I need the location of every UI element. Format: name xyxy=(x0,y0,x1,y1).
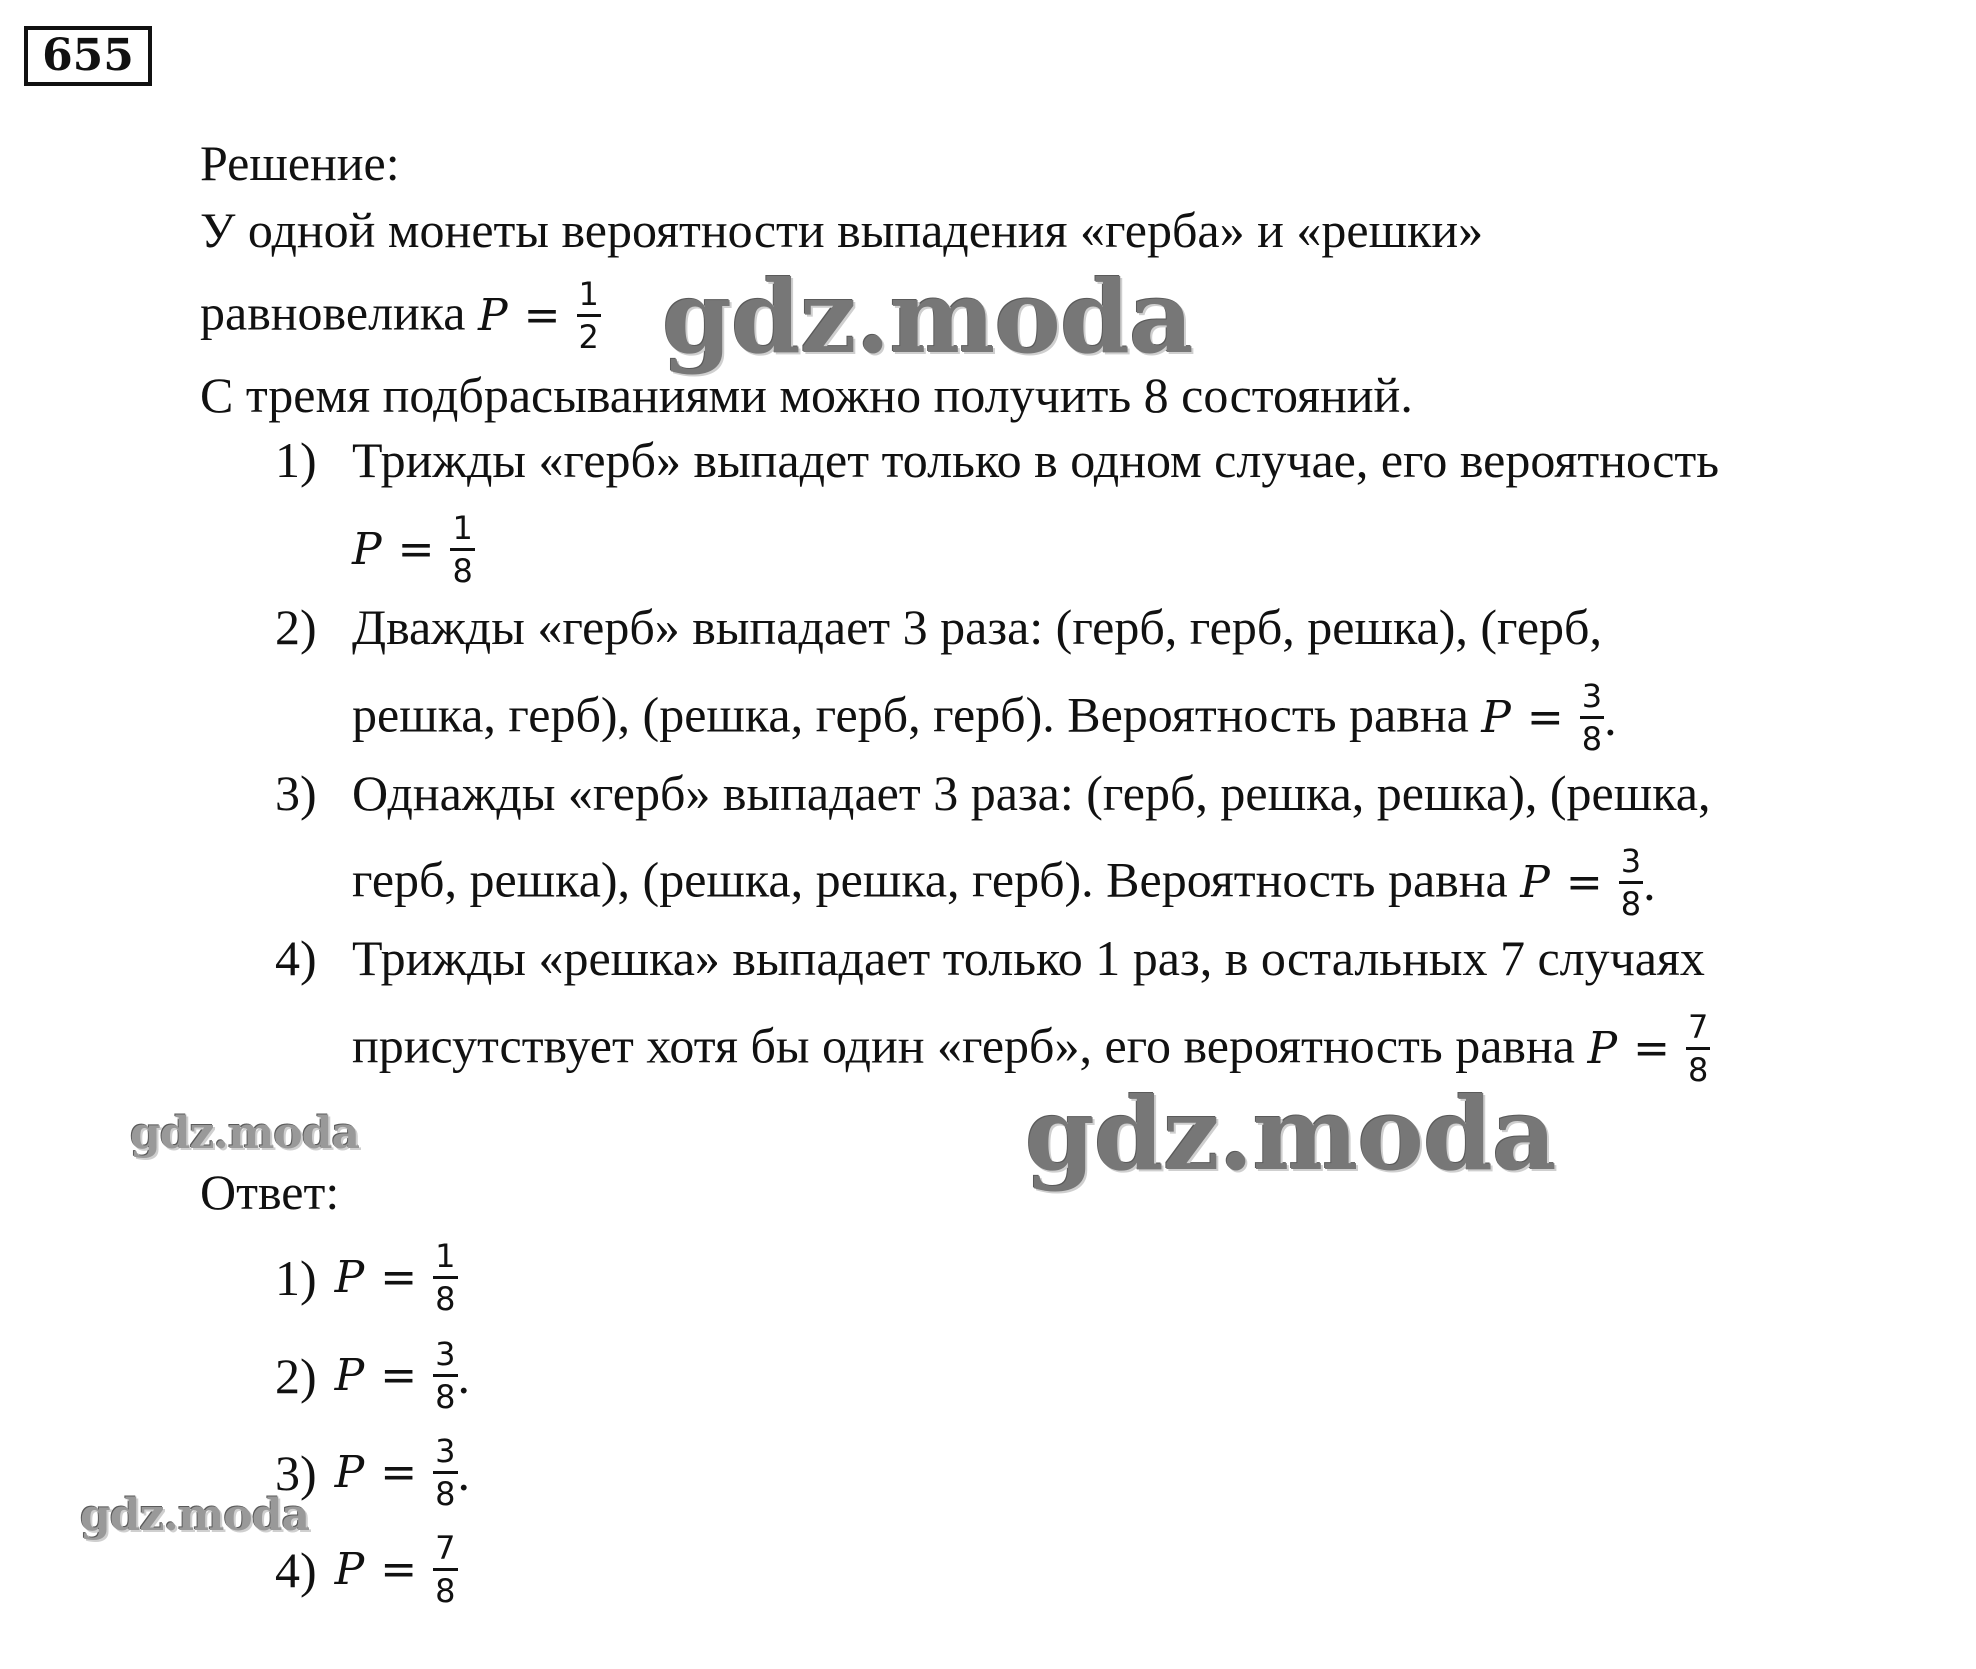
fraction-numerator: 7 xyxy=(1686,1009,1710,1050)
equals-sign: = xyxy=(380,1543,418,1595)
answer-formula xyxy=(275,1336,470,1415)
fraction-numerator: 3 xyxy=(1580,678,1604,719)
p-symbol: P xyxy=(334,1349,365,1401)
fraction xyxy=(450,510,474,589)
watermark: gdz.moda xyxy=(80,1490,310,1541)
fraction-denominator: 2 xyxy=(578,318,599,356)
equals-sign: = xyxy=(523,289,561,341)
item-3-formula xyxy=(1520,843,1655,922)
answer-row-4 xyxy=(275,1530,458,1609)
fraction-denominator: 8 xyxy=(435,1475,456,1513)
fraction-denominator: 8 xyxy=(1581,720,1603,758)
fraction xyxy=(1686,1009,1710,1088)
equals-sign: = xyxy=(397,523,435,575)
fraction xyxy=(433,1433,457,1512)
p-symbol: P xyxy=(1587,1022,1618,1074)
intro-line-2 xyxy=(200,276,601,355)
fraction-denominator: 8 xyxy=(1620,885,1642,923)
fraction-numerator: 1 xyxy=(450,510,474,551)
p-symbol: P xyxy=(334,1446,365,1498)
equals-sign: = xyxy=(380,1349,418,1401)
intro-line-2-text: равновелика xyxy=(200,284,466,341)
item-1-formula xyxy=(352,510,475,589)
equals-sign: = xyxy=(1526,691,1564,743)
watermark: gdz.moda xyxy=(1025,1075,1556,1193)
fraction xyxy=(1619,843,1643,922)
answer-heading: Ответ: xyxy=(200,1164,340,1220)
item-4-line-2-text: присутствует хотя бы один «герб», его вероятность равна xyxy=(352,1017,1575,1074)
p-symbol: P xyxy=(334,1543,365,1595)
answer-formula xyxy=(275,1530,458,1609)
item-3-line-2 xyxy=(352,843,1656,922)
item-4-line-1: Трижды «решка» выпадает только 1 раз, в остальных 7 случаях xyxy=(352,930,1705,986)
fraction xyxy=(433,1336,457,1415)
period: . xyxy=(457,1444,470,1501)
answer-number: 1) xyxy=(275,1249,317,1306)
period: . xyxy=(1643,854,1656,911)
item-2-line-2 xyxy=(352,678,1617,757)
answer-row-2 xyxy=(275,1336,470,1415)
p-symbol: P xyxy=(478,289,508,341)
fraction-denominator: 8 xyxy=(1687,1051,1709,1089)
fraction-numerator: 1 xyxy=(433,1238,457,1279)
item-2-line-1: Дважды «герб» выпадает 3 раза: (герб, герб, решка), (герб, xyxy=(352,599,1602,655)
fraction-denominator: 8 xyxy=(435,1378,456,1416)
answer-row-1 xyxy=(275,1238,458,1317)
fraction-numerator: 3 xyxy=(433,1336,457,1377)
period: . xyxy=(1604,689,1617,746)
item-1-line-2 xyxy=(352,510,475,589)
fraction xyxy=(1580,678,1604,757)
intro-formula xyxy=(478,276,601,355)
fraction xyxy=(433,1530,457,1609)
item-1-line-1: Трижды «герб» выпадет только в одном случае, его вероятность xyxy=(352,432,1720,488)
fraction-numerator: 3 xyxy=(1619,843,1643,884)
p-symbol: P xyxy=(334,1251,365,1303)
equals-sign: = xyxy=(380,1446,418,1498)
fraction-numerator: 3 xyxy=(433,1433,457,1474)
fraction-denominator: 8 xyxy=(435,1280,456,1318)
item-2-formula xyxy=(1481,678,1616,757)
item-4-formula xyxy=(1587,1009,1710,1088)
answer-formula xyxy=(275,1238,458,1317)
answer-number: 4) xyxy=(275,1541,317,1598)
equals-sign: = xyxy=(1565,856,1603,908)
item-number: 1) xyxy=(275,432,317,488)
p-symbol: P xyxy=(1520,856,1550,908)
p-symbol: P xyxy=(1481,691,1511,743)
solution-heading: Решение: xyxy=(200,135,400,191)
intro-line-3: С тремя подбрасываниями можно получить 8 состояний. xyxy=(200,367,1413,423)
answer-number: 2) xyxy=(275,1347,317,1404)
item-number: 2) xyxy=(275,599,317,655)
item-2-line-2-text: решка, герб), (решка, герб, герб). Вероятность равна xyxy=(352,686,1469,743)
fraction xyxy=(577,276,601,355)
watermark: gdz.moda xyxy=(130,1108,360,1159)
fraction-numerator: 1 xyxy=(577,276,601,317)
answer-number: 3) xyxy=(275,1444,317,1501)
p-symbol: P xyxy=(352,523,382,575)
item-number: 4) xyxy=(275,930,317,986)
equals-sign: = xyxy=(380,1251,418,1303)
fraction xyxy=(433,1238,457,1317)
fraction-denominator: 8 xyxy=(452,552,473,590)
item-3-line-2-text: герб, решка), (решка, решка, герб). Вероятность равна xyxy=(352,851,1508,908)
equals-sign: = xyxy=(1633,1022,1670,1074)
item-3-line-1: Однажды «герб» выпадает 3 раза: (герб, решка, решка), (решка, xyxy=(352,765,1711,821)
fraction-numerator: 7 xyxy=(433,1530,457,1571)
watermark: gdz.moda xyxy=(662,258,1193,376)
fraction-denominator: 8 xyxy=(435,1572,456,1610)
period: . xyxy=(457,1347,470,1404)
item-number: 3) xyxy=(275,765,317,821)
intro-line-1: У одной монеты вероятности выпадения «герба» и «решки» xyxy=(200,202,1484,258)
problem-number: 655 xyxy=(24,26,152,86)
